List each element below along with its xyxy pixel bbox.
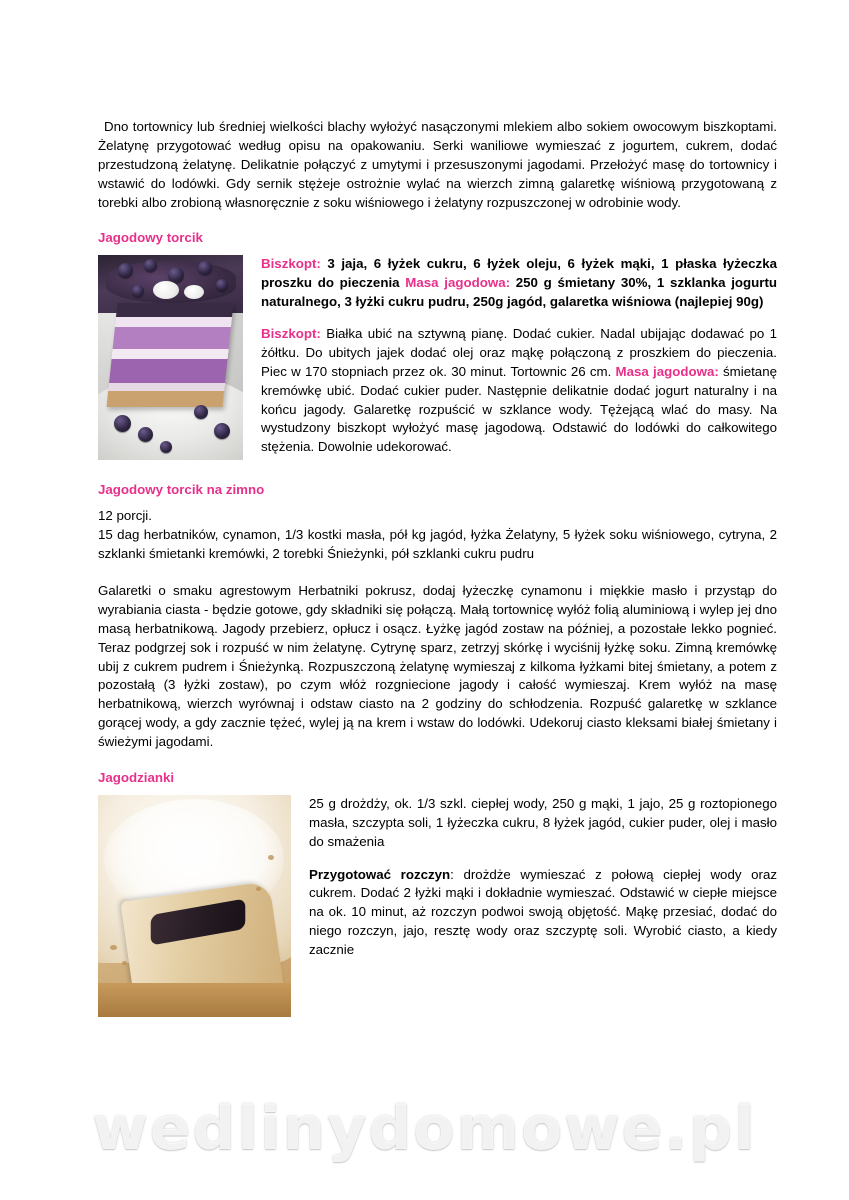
recipe-ingredients-jagodzianki: 25 g drożdży, ok. 1/3 szkl. ciepłej wody, 250 g mąki, 1 jajo, 25 g roztopionego masła, szczypta soli, 1 łyżeczka cukru, 8 łyżek jagód, cukier puder, olej i masło do smażenia: [309, 795, 777, 849]
ingredients-label-masa-jagodowa: Masa jagodowa:: [405, 275, 511, 291]
recipe-title-jagodzianki: Jagodzianki: [98, 769, 175, 785]
method-text-biszkopt: Białka ubić na sztywną pianę. Dodać cukier. Nadal ubijając dodawać po 1 żółtku. Do ubitych jajek dodać olej oraz mąkę połączoną z proszkiem do pieczenia. Piec w 170 stopniach przez ok. 30 minut. Tortownic 26 cm.: [261, 326, 777, 379]
watermark: wedlinydomowe.pl: [92, 1094, 757, 1164]
recipe-title-jagodowy-torcik: Jagodowy torcik: [98, 230, 203, 246]
ingredients-text-biszkopt: 3 jaja, 6 łyżek cukru, 6 łyżek oleju, 6 łyżek mąki, 1 płaska łyżeczka proszku do pieczenia: [261, 256, 777, 291]
powdered-bun-image: [98, 795, 291, 1017]
jagodzianki-photo: [98, 795, 291, 1017]
method-label-masa-jagodowa: Masa jagodowa:: [615, 363, 719, 379]
blueberry-cake-image: [98, 255, 243, 460]
recipe-title-jagodowy-torcik-na-zimno: Jagodowy torcik na zimno: [98, 482, 265, 498]
method-text-rozczyn: : drożdże wymieszać z połową ciepłej wody oraz cukrem. Dodać 2 łyżki mąki i dokładnie wymieszać. Odstawić w ciepłe miejsce na ok. 10 minut, aż rozczyn podwoi swoją objętość. Mąkę przesiać, dodać do niego rozczyn, jajo, resztę wody oraz szczyptę soli. Wyrobić ciasto, a kiedy zacznie: [309, 866, 777, 957]
recipe-method-jagodowy-torcik-na-zimno: Galaretki o smaku agrestowym Herbatniki pokrusz, dodaj łyżeczkę cynamonu i miękkie masło i przystąp do wyrabiania ciasta - będzie gotowe, gdy składniki się połączą. Małą tortownicę wyłóż folią aluminiową i wylep jej dno masą herbatnikową. Jagody przebierz, opłucz i osącz. Łyżkę jagód zostaw na później, a pozostałe lekko pognieć. Teraz podgrzej sok i rozpuść w nim żelatynę. Cytrynę sparz, zetrzyj skórkę i wyciśnij łyżkę soku. Zimną kremówkę ubij z cukrem pudrem i Śnieżynką. Rozpuszczoną żelatynę wymieszaj z kilkoma łyżkami bitej śmietany, a potem z pozostałą (3 łyżki zostaw), po czym włóż rozgniecione jagody i całość wymieszaj. Krem wyłóż na masę herbatnikową, wierzch wyrównaj i odstaw ciasto na 2 godziny do schłodzenia. Rozpuść galaretkę w szklance gorącej wody, a gdy zacznie tężeć, wylej ją na krem i wstaw do lodówki. Udekoruj ciasto kleksami białej śmietany i świeżymi jagodami.: [98, 583, 777, 749]
recipe-block-jagodowy-torcik: [98, 255, 777, 464]
method-label-rozczyn: Przygotować rozczyn: [309, 866, 451, 882]
method-text-masa-jagodowa: śmietanę kremówkę ubić. Dodać cukier puder. Następnie delikatnie dodać jogurt naturalny i na końcu jagody. Galaretkę rozpuścić w szklance wody. Tężejącą wlać do masy. Na wystudzony biszkopt wyłożyć masę jagodową. Odstawić do lodówki do całkowitego stężenia. Dowolnie udekorować.: [261, 363, 777, 455]
recipe-portions: 12 porcji.: [98, 508, 152, 524]
method-label-biszkopt: Biszkopt:: [261, 326, 321, 341]
ingredients-label-biszkopt: Biszkopt:: [261, 256, 321, 272]
ingredients-text-masa-jagodowa: 250 g śmietany 30%, 1 szklanka jogurtu naturalnego, 3 łyżki cukru pudru, 250g jagód, galaretka wiśniowa (najlepiej 90g): [261, 275, 777, 310]
recipe-ingredients-jagodowy-torcik-na-zimno: 15 dag herbatników, cynamon, 1/3 kostki masła, pół kg jagód, łyżka Żelatyny, 5 łyżek soku wiśniowego, cytryna, 2 szklanki śmietanki kremówki, 2 torebki Śnieżynki, pół szklanki cukru pudru: [98, 527, 777, 562]
intro-paragraph: Dno tortownicy lub średniej wielkości blachy wyłożyć nasączonymi mlekiem albo sokiem owocowym biszkoptami. Żelatynę przygotować według opisu na opakowaniu. Serki waniliowe wymieszać z jogurtem, cukrem, dodać przestudzoną żelatynę. Delikatnie połączyć z umytymi i przesuszonymi jagodami. Przełożyć masę do tortownicy i wstawić do lodówki. Gdy sernik stężeje ostrożnie wylać na wierzch zimną galaretkę wiśniową przygotowaną z torebki albo zrobioną własnoręcznie z soku wiśniowego i żelatyny rozpuszczonej w odrobinie wody.: [98, 119, 777, 210]
jagodowy-torcik-photo: [98, 255, 243, 460]
recipe-block-jagodzianki: [98, 795, 777, 1021]
